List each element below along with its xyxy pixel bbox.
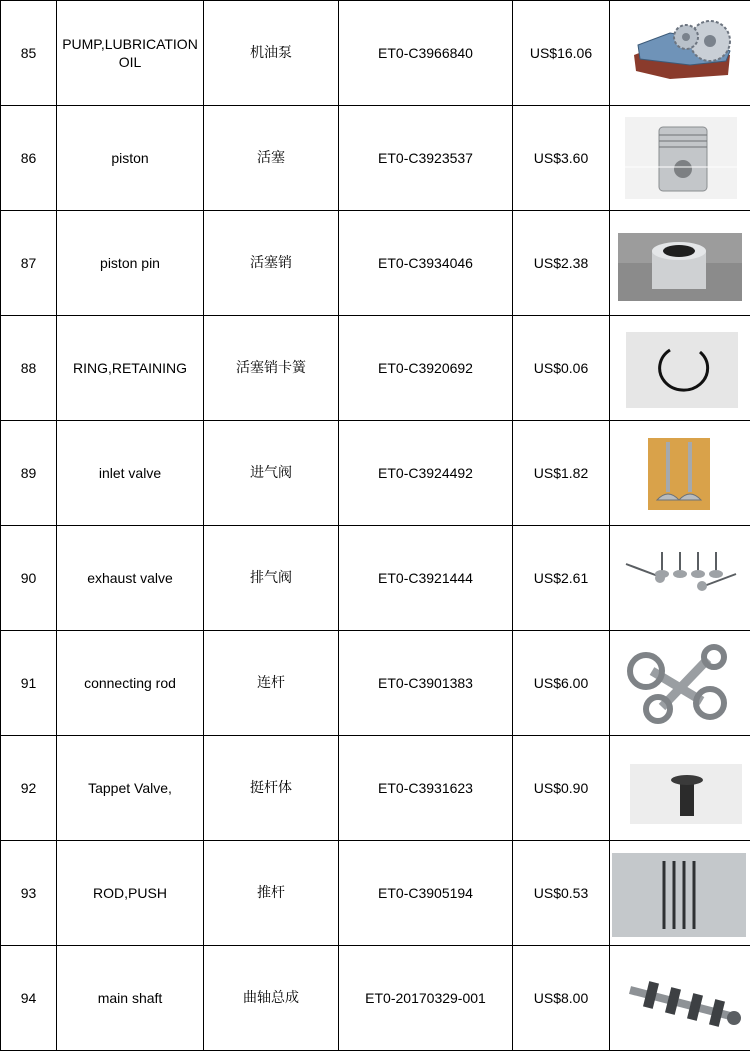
part-number: ET0-C3921444 (339, 526, 513, 631)
part-number: ET0-C3901383 (339, 631, 513, 736)
table-row (1, 841, 750, 946)
unit-price: US$3.60 (513, 106, 610, 211)
unit-price: US$16.06 (513, 1, 610, 106)
part-name-en: ROD,PUSH (57, 841, 204, 946)
part-number: ET0-C3966840 (339, 1, 513, 106)
part-name-cn: 活塞销卡簧 (204, 316, 339, 421)
item-number: 90 (1, 526, 57, 631)
piston-pin-photo (610, 211, 750, 316)
item-number: 93 (1, 841, 57, 946)
push-rod-photo (610, 841, 750, 946)
item-number: 94 (1, 946, 57, 1051)
part-name-en: Tappet Valve, (57, 736, 204, 841)
item-number: 91 (1, 631, 57, 736)
item-number: 92 (1, 736, 57, 841)
unit-price: US$0.90 (513, 736, 610, 841)
part-name-en: inlet valve (57, 421, 204, 526)
table-row (1, 421, 750, 526)
part-number: ET0-C3923537 (339, 106, 513, 211)
part-name-cn: 排气阀 (204, 526, 339, 631)
table-row (1, 106, 750, 211)
unit-price: US$0.06 (513, 316, 610, 421)
connecting-rod-photo (610, 631, 750, 736)
part-name-en: RING,RETAINING (57, 316, 204, 421)
item-number: 89 (1, 421, 57, 526)
part-name-en: exhaust valve (57, 526, 204, 631)
part-name-cn: 曲轴总成 (204, 946, 339, 1051)
unit-price: US$6.00 (513, 631, 610, 736)
table-row (1, 526, 750, 631)
part-name-cn: 挺杆体 (204, 736, 339, 841)
part-number: ET0-C3931623 (339, 736, 513, 841)
crankshaft-photo (610, 946, 750, 1051)
unit-price: US$0.53 (513, 841, 610, 946)
unit-price: US$8.00 (513, 946, 610, 1051)
table-row (1, 211, 750, 316)
part-name-en: piston (57, 106, 204, 211)
part-number: ET0-C3924492 (339, 421, 513, 526)
part-number: ET0-C3905194 (339, 841, 513, 946)
part-name-cn: 连杆 (204, 631, 339, 736)
part-name-en: main shaft (57, 946, 204, 1051)
part-name-en: piston pin (57, 211, 204, 316)
table-row (1, 1, 750, 106)
part-number: ET0-C3920692 (339, 316, 513, 421)
retaining-ring-photo (610, 316, 750, 421)
part-name-cn: 进气阀 (204, 421, 339, 526)
item-number: 86 (1, 106, 57, 211)
oil-pump-photo (610, 1, 750, 106)
part-name-en: connecting rod (57, 631, 204, 736)
part-number: ET0-20170329-001 (339, 946, 513, 1051)
item-number: 88 (1, 316, 57, 421)
part-number: ET0-C3934046 (339, 211, 513, 316)
inlet-valve-photo (610, 421, 750, 526)
part-name-cn: 活塞 (204, 106, 339, 211)
item-number: 85 (1, 1, 57, 106)
table-row (1, 316, 750, 421)
unit-price: US$2.38 (513, 211, 610, 316)
part-name-cn: 推杆 (204, 841, 339, 946)
unit-price: US$2.61 (513, 526, 610, 631)
piston-photo (610, 106, 750, 211)
part-name-cn: 活塞销 (204, 211, 339, 316)
tappet-photo (610, 736, 750, 841)
part-name-cn: 机油泵 (204, 1, 339, 106)
item-number: 87 (1, 211, 57, 316)
unit-price: US$1.82 (513, 421, 610, 526)
table-row (1, 946, 750, 1051)
table-row (1, 736, 750, 841)
exhaust-valve-photo (610, 526, 750, 631)
part-name-en: PUMP,LUBRICATION OIL (57, 1, 204, 106)
table-row (1, 631, 750, 736)
